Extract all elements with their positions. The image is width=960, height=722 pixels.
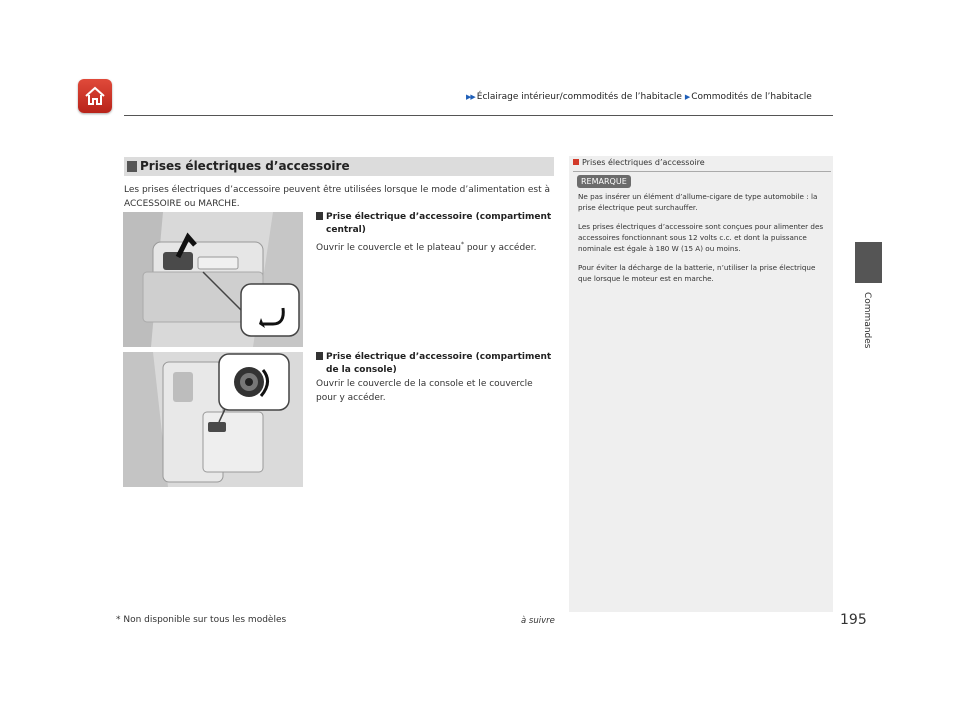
reference-icon <box>573 159 579 165</box>
home-icon <box>83 84 107 108</box>
side-paragraph: Les prises électriques d’accessoire sont conçues pour alimenter des accessoires fonctionnant sous 12 volts c.c. et dont la puissance nominale est égale à 180 W (15 A) ou moins. <box>578 222 824 253</box>
subsection-title: Prise électrique d’accessoire (compartiment de la console) <box>316 351 556 377</box>
subsection-square-icon <box>316 212 323 220</box>
subsection-body: Ouvrir le couvercle de la console et le couvercle pour y accéder. <box>316 379 533 403</box>
header-rule <box>124 115 833 116</box>
breadcrumb-arrow-icon: ▶ <box>684 93 690 101</box>
center-compartment-illustration <box>123 212 303 347</box>
breadcrumb-item[interactable]: Éclairage intérieur/commodités de l’habitacle <box>476 92 682 102</box>
chapter-tab-label: Commandes <box>862 292 872 349</box>
heading-square-icon <box>127 161 137 172</box>
subsection-square-icon <box>316 352 323 360</box>
page-number: 195 <box>840 612 867 628</box>
chapter-tab[interactable] <box>856 292 882 362</box>
side-panel-body <box>578 191 828 292</box>
footnote: * Non disponible sur tous les modèles <box>116 615 287 625</box>
subsection-title: Prise électrique d’accessoire (compartiment central) <box>316 211 556 237</box>
breadcrumb-arrow-icon: ▶▶ <box>466 93 475 101</box>
side-paragraph: Ne pas insérer un élément d’allume-cigare de type automobile : la prise électrique peut surchauffer. <box>578 192 818 212</box>
console-compartment-illustration <box>123 352 303 487</box>
section-heading <box>124 157 554 176</box>
subsection-body: Ouvrir le couvercle et le plateau* pour y accéder. <box>316 241 537 253</box>
breadcrumb <box>466 92 812 102</box>
side-panel-rule <box>573 171 831 172</box>
chapter-tab-marker <box>855 242 882 283</box>
side-paragraph: Pour éviter la décharge de la batterie, n’utiliser la prise électrique que lorsque le moteur est en marche. <box>578 263 816 283</box>
home-button[interactable] <box>78 79 112 113</box>
intro-paragraph: Les prises électriques d’accessoire peuvent être utilisées lorsque le mode d’alimentation est à ACCESSOIRE ou MARCHE. <box>124 185 550 209</box>
side-panel-title: Prises électriques d’accessoire <box>573 158 705 167</box>
remarque-badge: REMARQUE <box>577 175 631 188</box>
section-title: Prises électriques d’accessoire <box>140 159 350 173</box>
continue-label: à suivre <box>521 616 555 626</box>
breadcrumb-item[interactable]: Commodités de l’habitacle <box>691 92 812 102</box>
